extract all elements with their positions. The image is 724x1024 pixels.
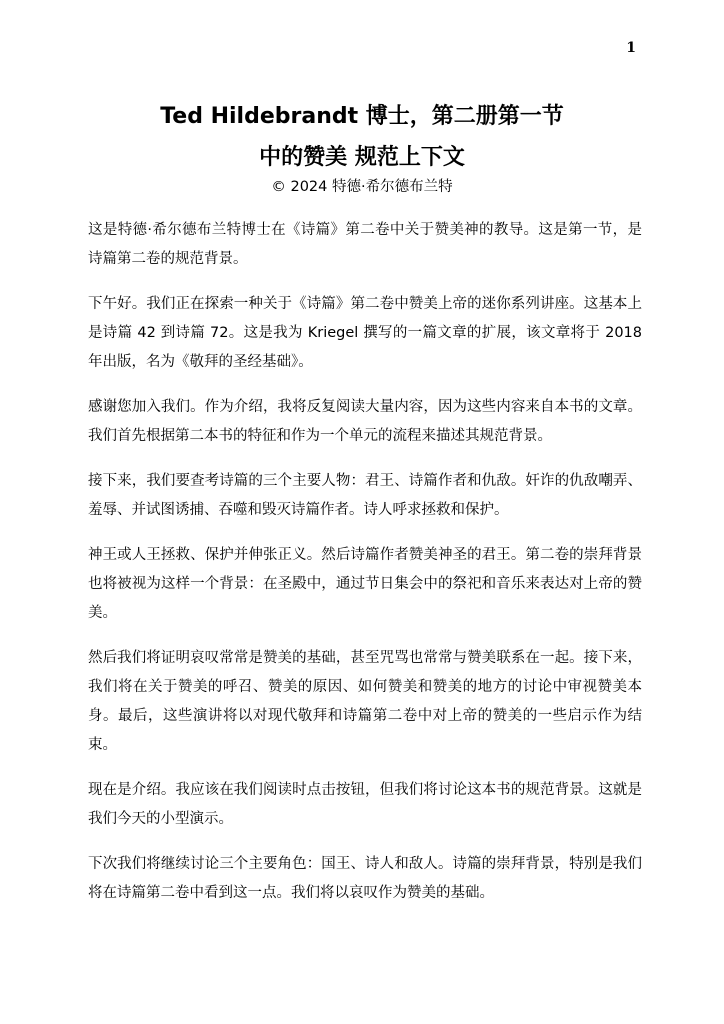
paragraph-6: 然后我们将证明哀叹常常是赞美的基础，甚至咒骂也常常与赞美联系在一起。接下来，我们将在关于赞美的呼召、赞美的原因、如何赞美和赞美的地方的讨论中审视赞美本身。最后，这些演讲将以对现代敬拜和诗篇第二卷中对上帝的赞美的一些启示作为结束。 xyxy=(88,650,642,753)
paragraph-7: 现在是介绍。我应该在我们阅读时点击按钮，但我们将讨论这本书的规范背景。这就是我们今天的小型演示。 xyxy=(88,782,642,827)
page-number: 1 xyxy=(626,40,636,56)
paragraph-4: 接下来，我们要查考诗篇的三个主要人物：君王、诗篇作者和仇敌。奸诈的仇敌嘲弄、羞辱、并试图诱捕、吞噬和毁灭诗篇作者。诗人呼求拯救和保护。 xyxy=(88,473,642,518)
paragraph-5: 神王或人王拯救、保护并伸张正义。然后诗篇作者赞美神圣的君王。第二卷的崇拜背景也将被视为这样一个背景：在圣殿中，通过节日集会中的祭祀和音乐来表达对上帝的赞美。 xyxy=(88,547,642,621)
document-body xyxy=(88,216,642,924)
title-line-1: Ted Hildebrandt 博士，第二册第一节 xyxy=(160,104,564,129)
paragraph-2: 下午好。我们正在探索一种关于《诗篇》第二卷中赞美上帝的迷你系列讲座。这基本上是诗篇 42 到诗篇 72。这是我为 Kriegel 撰写的一篇文章的扩展，该文章将于 2018 年出版，名为《敬拜的圣经基础》。 xyxy=(88,296,642,370)
page-title xyxy=(60,96,664,178)
title-line-2: 中的赞美 规范上下文 xyxy=(259,145,465,170)
paragraph-3: 感谢您加入我们。作为介绍，我将反复阅读大量内容，因为这些内容来自本书的文章。我们首先根据第二本书的特征和作为一个单元的流程来描述其规范背景。 xyxy=(88,399,642,444)
copyright-line: © 2024 特德·希尔德布兰特 xyxy=(271,179,453,195)
paragraph-1: 这是特德·希尔德布兰特博士在《诗篇》第二卷中关于赞美神的教导。这是第一节，是诗篇第二卷的规范背景。 xyxy=(88,222,642,267)
paragraph-8: 下次我们将继续讨论三个主要角色：国王、诗人和敌人。诗篇的崇拜背景，特别是我们将在诗篇第二卷中看到这一点。我们将以哀叹作为赞美的基础。 xyxy=(88,856,642,901)
